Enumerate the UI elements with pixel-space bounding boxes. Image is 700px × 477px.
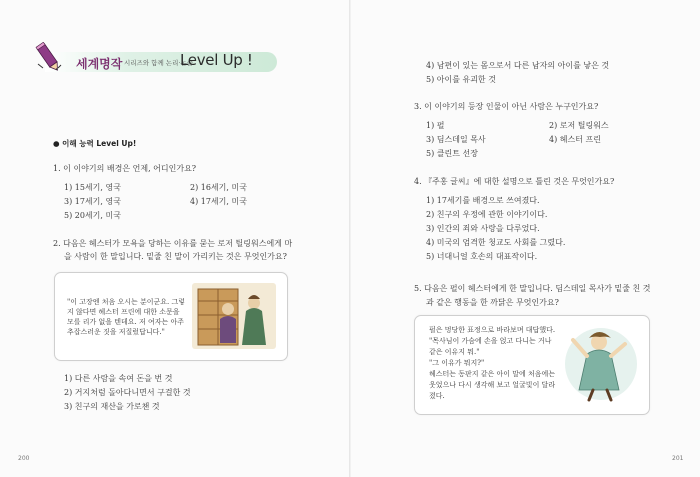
q3-option-5: 5) 클린트 선장 [426,149,478,158]
q4-option-5: 5) 너대니얼 호손의 대표작이다. [426,252,538,261]
quote-line-1: "이 고장엔 처음 오시는 분이군요. 그렇 [67,298,185,306]
quote-box-q5 [414,315,650,415]
q5-box-line-5: 헤스터는 동판지 같은 아이 말에 처음에는 [429,370,556,378]
q5-box-line-4: "그 이유가 뭐지?" [429,359,485,367]
question-1: 1. 이 이야기의 배경은 언제, 어디인가요? [53,164,197,173]
q1-option-2: 2) 16세기, 미국 [190,183,247,192]
q3-option-1: 1) 펄 [426,121,445,130]
scaffold-illustration [188,279,280,353]
q5-box-line-7: 졌다. [429,392,445,400]
page-number-left: 200 [18,455,30,462]
q2-option-1: 1) 다른 사람을 속여 돈을 번 것 [64,374,173,383]
q4-option-4: 4) 미국의 엄격한 청교도 사회를 그렸다. [426,238,566,247]
question-5-line-1: 5. 다음은 펄이 헤스터에게 한 말입니다. 딤스데일 목사가 밑줄 친 것 [414,284,651,293]
series-subtitle: 시리즈와 함께 논리·논술 [124,59,193,67]
q1-option-1: 1) 15세기, 영국 [64,183,121,192]
pearl-illustration [563,324,641,404]
q4-option-2: 2) 친구의 우정에 관한 이야기이다. [426,210,548,219]
quote-box-q2 [54,272,288,361]
quote-line-4: 추잡스러운 짓을 저질렀답니다." [67,328,165,336]
question-3: 3. 이 이야기의 등장 인물이 아닌 사람은 누구인가요? [414,102,599,111]
series-title: 세계명작 [76,57,123,71]
question-2-line-1: 2. 다음은 헤스터가 모욕을 당하는 이유를 묻는 로저 틸링워스에게 마 [53,239,293,248]
q5-box-line-1: 펄은 멍당한 표정으로 바라보며 대답했다. [429,326,556,334]
section-title: ● 이해 능력 Level Up! [53,139,137,148]
q3-option-3: 3) 딤스데일 목사 [426,135,486,144]
question-2-line-2: 을 사람이 한 말입니다. 밑줄 친 말이 가리키는 것은 무엇인가요? [64,252,287,261]
level-up-title: Level Up ! [180,51,253,69]
page-gutter [349,0,351,477]
question-4: 4. 『주홍 글씨』에 대한 설명으로 틀린 것은 무엇인가요? [414,177,615,186]
q5-box-line-6: 웃었으나 다시 생각해 보고 얼굴빛이 달라 [429,381,556,389]
q4-option-3: 3) 인간의 죄와 사랑을 다루었다. [426,224,540,233]
q5-box-line-3: 같은 이유지 뭐." [429,348,480,356]
q3-option-4: 4) 헤스터 프린 [549,135,601,144]
q3-option-2: 2) 로저 틸링워스 [549,121,609,130]
quote-line-3: 모를 리가 없을 텐데요. 저 여자는 아주 [67,318,185,326]
q2-option-4: 4) 남편이 있는 몸으로서 다른 남자의 아이를 낳은 것 [426,61,610,70]
pencil-character-icon [34,42,64,76]
q2-option-2: 2) 거지처럼 돌아다니면서 구걸한 것 [64,388,191,397]
q1-option-5: 5) 20세기, 미국 [64,211,121,220]
q4-option-1: 1) 17세기를 배경으로 쓰여졌다. [426,196,540,205]
q1-option-3: 3) 17세기, 영국 [64,197,121,206]
q2-option-3: 3) 친구의 재산을 가로챈 것 [64,402,160,411]
page-number-right: 201 [672,455,684,462]
q2-option-5: 5) 아이를 유괴한 것 [426,75,496,84]
q5-box-line-2: "목사님이 가슴에 손을 얹고 다니는 거나 [429,337,552,345]
question-5-line-2: 과 같은 행동을 한 까닭은 무엇인가요? [426,298,559,307]
quote-line-2: 지 않다면 헤스터 프린에 대한 소문을 [67,308,180,316]
q1-option-4: 4) 17세기, 미국 [190,197,247,206]
